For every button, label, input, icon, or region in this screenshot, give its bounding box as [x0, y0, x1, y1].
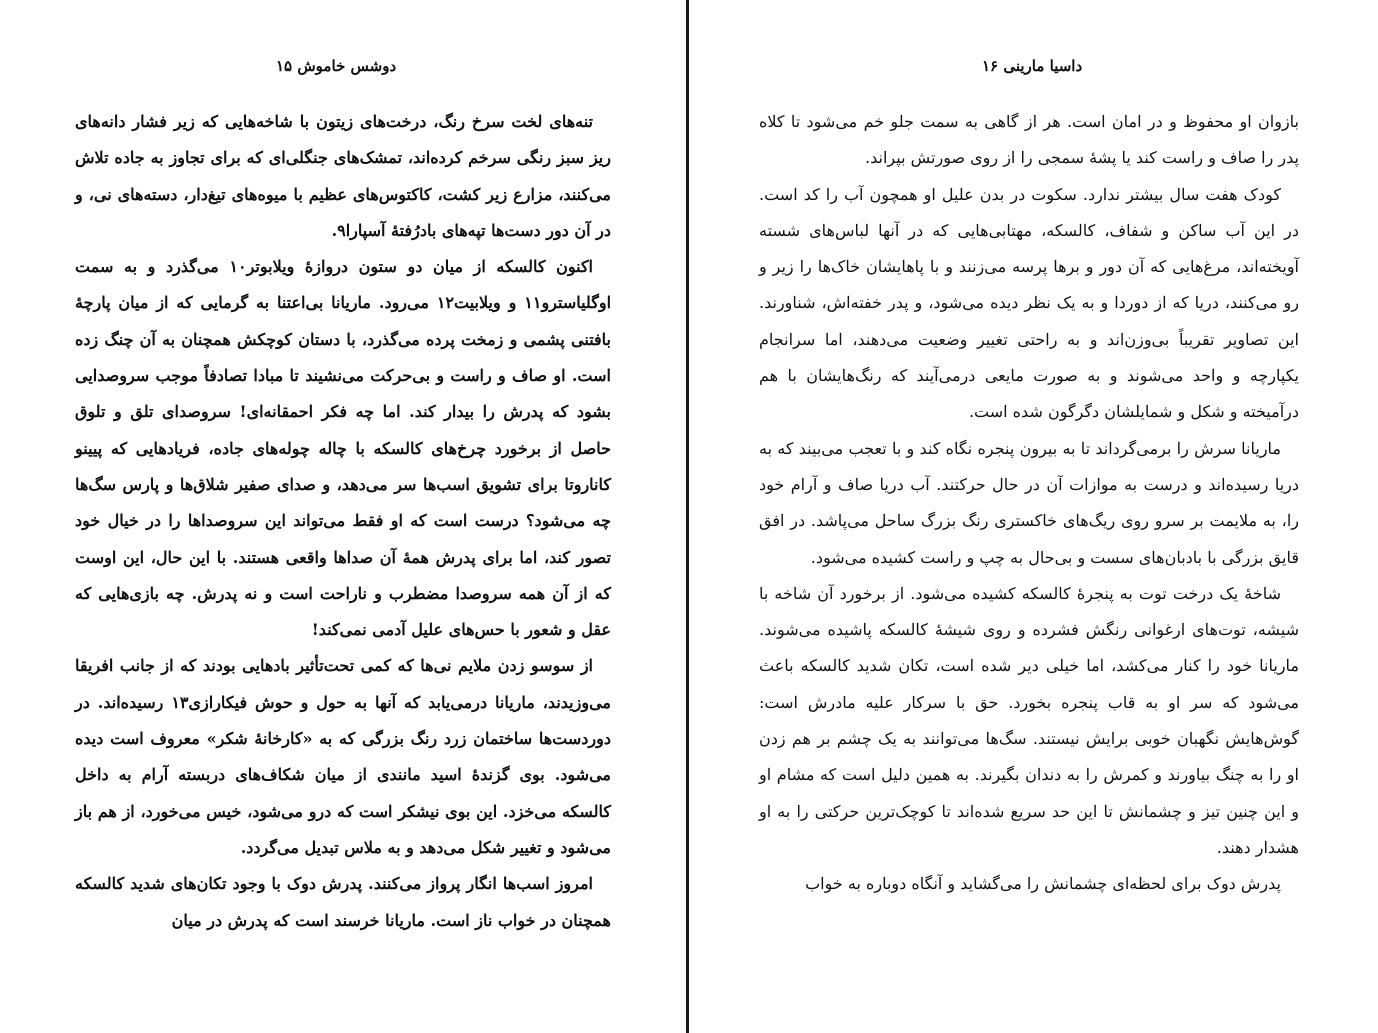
right-paragraph-5: پدرش دوک برای لحظه‌ای چشمانش را می‌گشاید و آنگاه دوباره به خواب — [805, 874, 1281, 894]
right-paragraph-1: بازوان او محفوظ و در امان است. هر از گاهی به سمت جلو خم می‌شود تا کلاه پدر را صاف و راست کند یا پشهٔ سمجی را از روی صورتش بپراند. — [759, 112, 1299, 168]
right-paragraph-3: ماریانا سرش را برمی‌گرداند تا به بیرون پنجره نگاه کند و با تعجب می‌بیند که به دریا رسیده‌اند و درست به موازات آن در حال حرکتند. آب دریا صاف و آرام خود را، به ملایمت بر سرو روی ریگ‌های خاکستری رنگ بزرگ ساحل می‌پاشد. در افق قایق بزرگی با بادبان‌های سست و بی‌حال به چپ و راست کشیده می‌شود. — [759, 438, 1299, 567]
left-page — [0, 0, 686, 1033]
left-paragraph-3: از سوسو زدن ملایم نی‌ها که کمی تحت‌تأثیر بادهایی بودند که از جانب افریقا می‌وزیدند، ماریانا درمی‌یابد که آنها به حول و حوش فیکارازی۱۳ رسیده‌اند. در دوردست‌ها ساختمان زرد رنگ بزرگی که به «کارخانهٔ شکر» معروف است دیده می‌شود. بوی گزندهٔ اسید مانندی از میان شکاف‌های دربسته آرام به داخل کالسکه می‌خزد. این بوی نیشکر است که درو می‌شود، خیس می‌خورد، از هم باز می‌شود و تغییر شکل می‌دهد و به ملاس تبدیل می‌گردد. — [75, 656, 611, 857]
right-paragraph-2: کودک هفت سال بیشتر ندارد. سکوت در بدن علیل او همچون آب را کد است. در این آب ساکن و شفاف، کالسکه، مهتابی‌هایی که در آنها لباس‌های شسته آویخته‌اند، مرغ‌هایی که آن دور و برها پرسه می‌زنند و با پاهایشان خاک‌ها را زیر و رو می‌کنند، دریا که از دوردا و به یک نظر دیده می‌شود، و پدر خفته‌اش، شناورند. این تصاویر تقریباً بی‌وزن‌اند و به راحتی تغییر وضعیت می‌دهند، اما سرانجام یکپارچه و واحد می‌شوند و به صورت مایعی درمی‌آیند که رنگ‌هایشان با هم درآمیخته و شکل و شمایلشان دگرگون شده است. — [759, 184, 1300, 422]
left-paragraph-2: اکنون کالسکه از میان دو ستون دروازهٔ ویلابوتر۱۰ می‌گذرد و به سمت اوگلیاسترو۱۱ و ویلابیت۱۲ می‌رود. ماریانا بی‌اعتنا به گرمایی که از میان پارچهٔ بافتنی پشمی و زمخت پرده می‌گذرد، با دستان کوچکش همچنان به آن چنگ زده است. او صاف و راست و بی‌حرکت می‌نشیند تا مبادا تصادفاً موجب سروصدایی بشود که پدرش را بیدار کند. اما چه فکر احمقانه‌ای! سروصدای تلق و تلوق حاصل از برخورد چرخ‌های کالسکه با چاله چوله‌های جاده، فریادهایی که پیینو کاناروتا برای تشویق اسب‌ها سر می‌دهد، و صدای صفیر شلاق‌ها و پارس سگ‌ها چه می‌شود؟ درست است که او فقط می‌تواند این سروصداها را در خیال خود تصور کند، اما برای پدرش همهٔ آن صداها واقعی هستند. با این حال، این اوست که از آن همه سروصدا مضطرب و ناراحت است و نه پدرش. چه بازی‌هایی که عقل و شعور با حس‌های علیل آدمی نمی‌کند! — [75, 257, 612, 640]
right-page — [689, 0, 1378, 1033]
left-page-running-head: دوشس خاموش ۱۵ — [276, 57, 397, 75]
right-paragraph-4: شاخهٔ یک درخت توت به پنجرهٔ کالسکه کشیده می‌شود. از برخورد آن شاخه با شیشه، توت‌های ارغوانی رنگش فشرده و روی شیشهٔ کالسکه پاشیده می‌شوند. ماریانا خود را کنار می‌کشد، اما خیلی دیر شده است، تکان شدید کالسکه باعث می‌شود که سر او به قاب پنجره بخورد. حق با سرکار علیه مادرش است: گوش‌هایش نگهبان خوبی برایش نیستند. سگ‌ها می‌توانند به یک چشم بر هم زدن او را به چنگ بیاورند و کمرش را به دندان بگیرند. به همین دلیل است که مشام او و این چنین تیز و چشمانش تا این حد سریع شده‌اند تا کوچک‌ترین حرکتی را به او هشدار دهند. — [759, 583, 1300, 857]
left-paragraph-1: تنه‌های لخت سرخ رنگ، درخت‌های زیتون با شاخه‌هایی که زیر فشار دانه‌های ریز سبز رنگی سرخم کرده‌اند، تمشک‌های جنگلی‌ای که برای تجاوز به جاده تلاش می‌کنند، مزارع زیر کشت، کاکتوس‌های عظیم با میوه‌های تیغ‌دار، دسته‌های نی، و در آن دور دست‌ها تپه‌های بادرُفتهٔ آسپارا۹. — [75, 112, 611, 240]
right-page-running-head: داسیا مارینی ۱۶ — [982, 57, 1083, 75]
left-page-body — [75, 104, 611, 939]
right-page-body — [759, 104, 1299, 903]
left-paragraph-4: امروز اسب‌ها انگار پرواز می‌کنند. پدرش دوک با وجود تکان‌های شدید کالسکه همچنان در خواب ناز است. ماریانا خرسند است که پدرش در میان — [75, 874, 611, 930]
